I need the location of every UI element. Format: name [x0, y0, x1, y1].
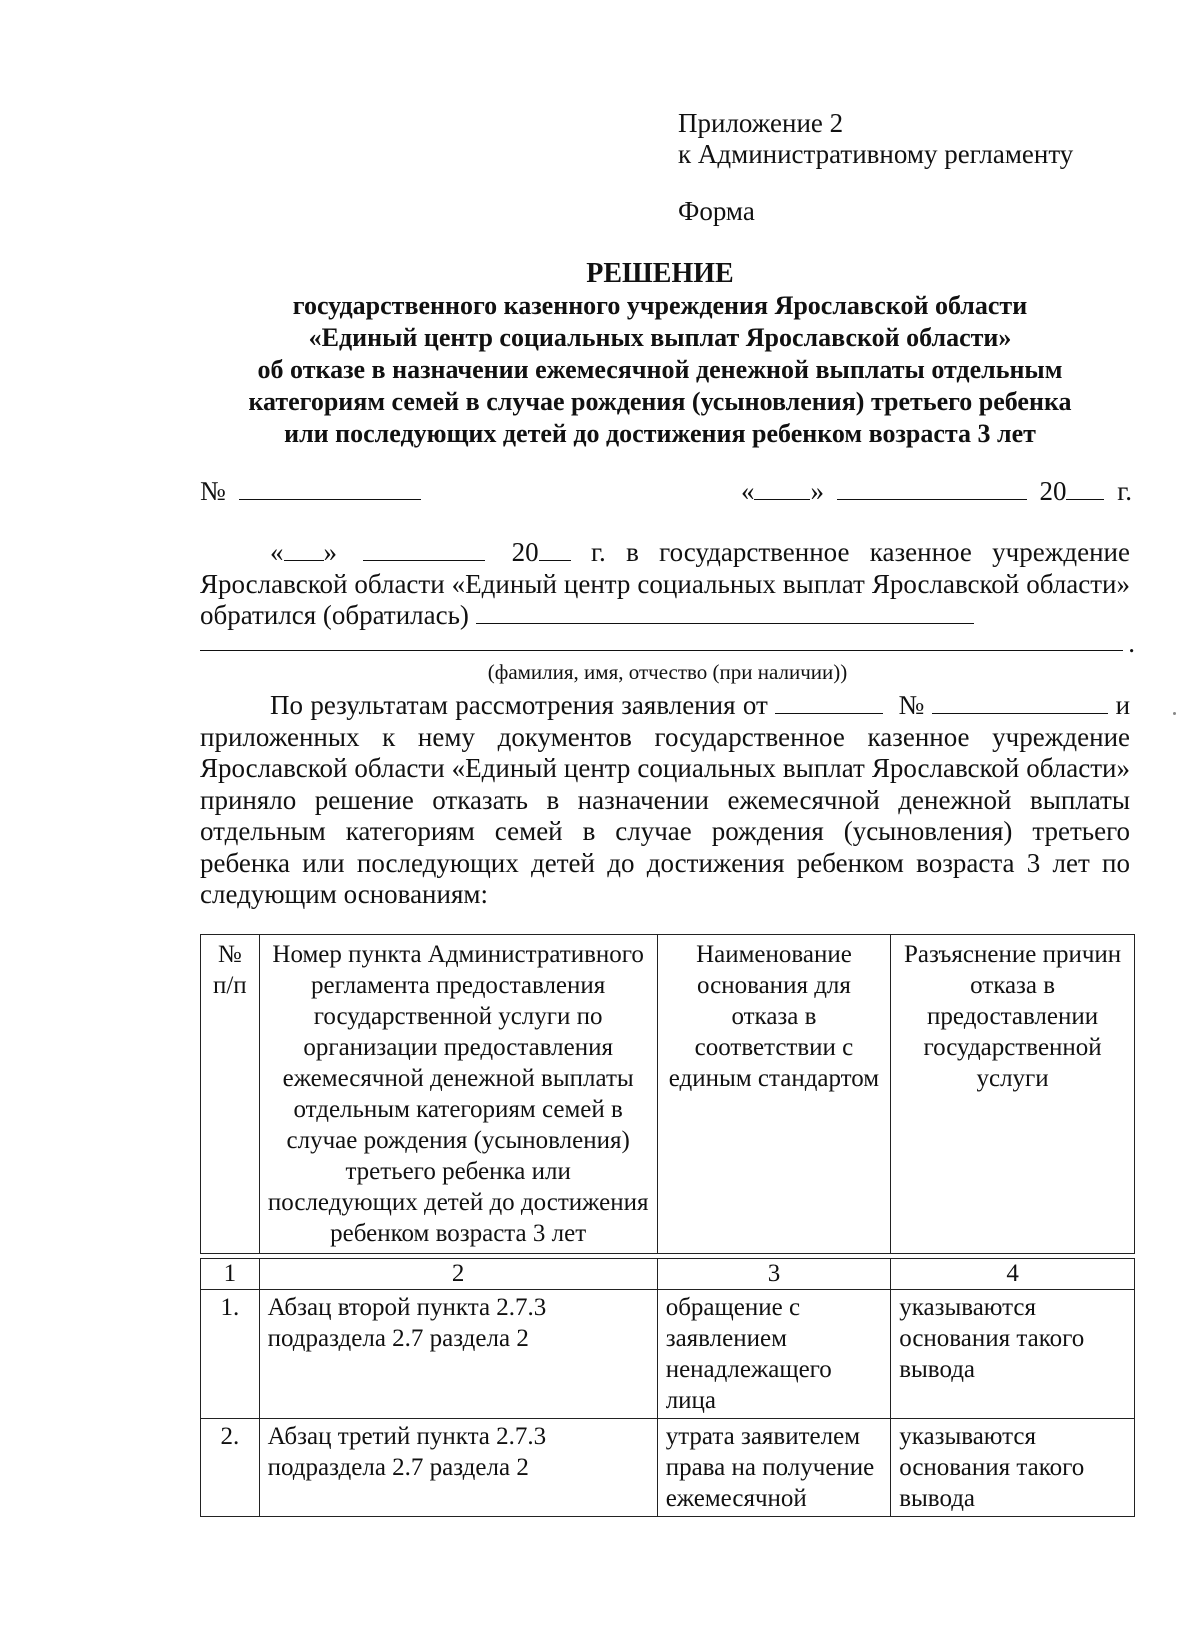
- date-day-blank[interactable]: [754, 477, 810, 500]
- column-number: 3: [657, 1259, 891, 1290]
- decision-date: « » 20 г.: [740, 476, 1132, 506]
- appendix-header: [678, 108, 1073, 170]
- header-no: № п/п: [201, 935, 260, 1254]
- title-line-2: «Единый центр социальных выплат Ярославской области»: [308, 323, 1012, 352]
- date-month-blank[interactable]: [837, 477, 1027, 500]
- row-number: 1.: [201, 1290, 260, 1419]
- appendix-line-2: к Административному регламенту: [678, 139, 1074, 169]
- row-ground: обращение с заявлением ненадлежащего лица: [657, 1290, 891, 1419]
- applicant-name-blank-2[interactable]: [200, 650, 1123, 651]
- application-text: г. в государственное казенное учреждение Ярославской области «Единый центр социальных выплат Ярославской области» обратился (обратилась): [200, 537, 1130, 630]
- date-year-blank[interactable]: [1066, 477, 1104, 500]
- name-hint: (фамилия, имя, отчество (при наличии)): [487, 660, 848, 684]
- table-row: [201, 1290, 1135, 1419]
- decision-text: и приложенных к нему документов государственное казенное учреждение Ярославской области «Единый центр социальных выплат Ярославской области» приняло решение отказать в назначении ежемесячной денежной выплаты отдельным категориям семей в случае рождения (усыновления) третьего ребенка или последующих детей до достижения ребенком возраста 3 лет по следующим основаниям:: [200, 690, 1131, 909]
- number-sign: №: [200, 476, 226, 506]
- application-month-blank[interactable]: [363, 538, 485, 561]
- decision-paragraph: По результатам рассмотрения заявления от № и приложенных к нему документов государственное казенное учреждение Ярославской области «Единый центр социальных выплат Ярославской области» приняло решение отказать в назначении ежемесячной денежной выплаты отдельным категориям семей в случае рождения (усыновления) третьего ребенка или последующих детей до достижения ребенком возраста 3 лет по следующим основаниям:: [200, 690, 1131, 909]
- column-number: 1: [201, 1259, 260, 1290]
- applicant-name-continuation: .: [200, 628, 1135, 658]
- table-row: [201, 1419, 1135, 1517]
- document-title: [160, 258, 1160, 450]
- application-year-blank[interactable]: [539, 538, 571, 561]
- decision-number-blank[interactable]: [239, 477, 421, 500]
- header-ground: Наименование основания для отказа в соответствии с единым стандартом: [657, 935, 891, 1254]
- application-paragraph: « » 20 г. в государственное казенное учреждение Ярославской области «Единый центр социальных выплат Ярославской области» обратился (обратилась): [200, 537, 1130, 630]
- application-day-blank[interactable]: [284, 538, 324, 561]
- title-line-1: государственного казенного учреждения Ярославской области: [292, 291, 1028, 320]
- column-number: 2: [259, 1259, 657, 1290]
- decision-number: [200, 476, 421, 507]
- header-explanation: Разъяснение причин отказа в предоставлении государственной услуги: [891, 935, 1135, 1254]
- refusal-grounds-table: [200, 934, 1135, 1517]
- row-explanation: указываются основания такого вывода: [891, 1290, 1135, 1419]
- row-ground: утрата заявителем права на получение ежемесячной: [657, 1419, 891, 1517]
- row-clause: Абзац третий пункта 2.7.3 подраздела 2.7 раздела 2: [259, 1419, 657, 1517]
- scan-artifact: [1173, 712, 1176, 715]
- title-line-4: категориям семей в случае рождения (усыновления) третьего ребенка: [248, 387, 1072, 416]
- appendix-line-1: Приложение 2: [678, 108, 844, 138]
- application-number-blank[interactable]: [932, 691, 1108, 714]
- row-explanation: указываются основания такого вывода: [891, 1419, 1135, 1517]
- form-label: Форма: [678, 196, 755, 226]
- title-main: РЕШЕНИЕ: [586, 258, 734, 289]
- applicant-name-blank[interactable]: [476, 601, 974, 624]
- title-line-3: об отказе в назначении ежемесячной денежной выплаты отдельным: [257, 355, 1063, 384]
- header-clause: Номер пункта Административного регламента предоставления государственной услуги по организации предоставления ежемесячной денежной выплаты отдельным категориям семей в случае рождения (усыновления) третьего ребенка или последующих детей до достижения ребенком возраста 3 лет: [259, 935, 657, 1254]
- row-number: 2.: [201, 1419, 260, 1517]
- table-header-row: [201, 935, 1135, 1254]
- title-line-5: или последующих детей до достижения ребенком возраста 3 лет: [284, 419, 1036, 448]
- column-number: 4: [891, 1259, 1135, 1290]
- row-clause: Абзац второй пункта 2.7.3 подраздела 2.7 раздела 2: [259, 1290, 657, 1419]
- application-date-blank[interactable]: [775, 691, 883, 714]
- column-number-row: [201, 1259, 1135, 1290]
